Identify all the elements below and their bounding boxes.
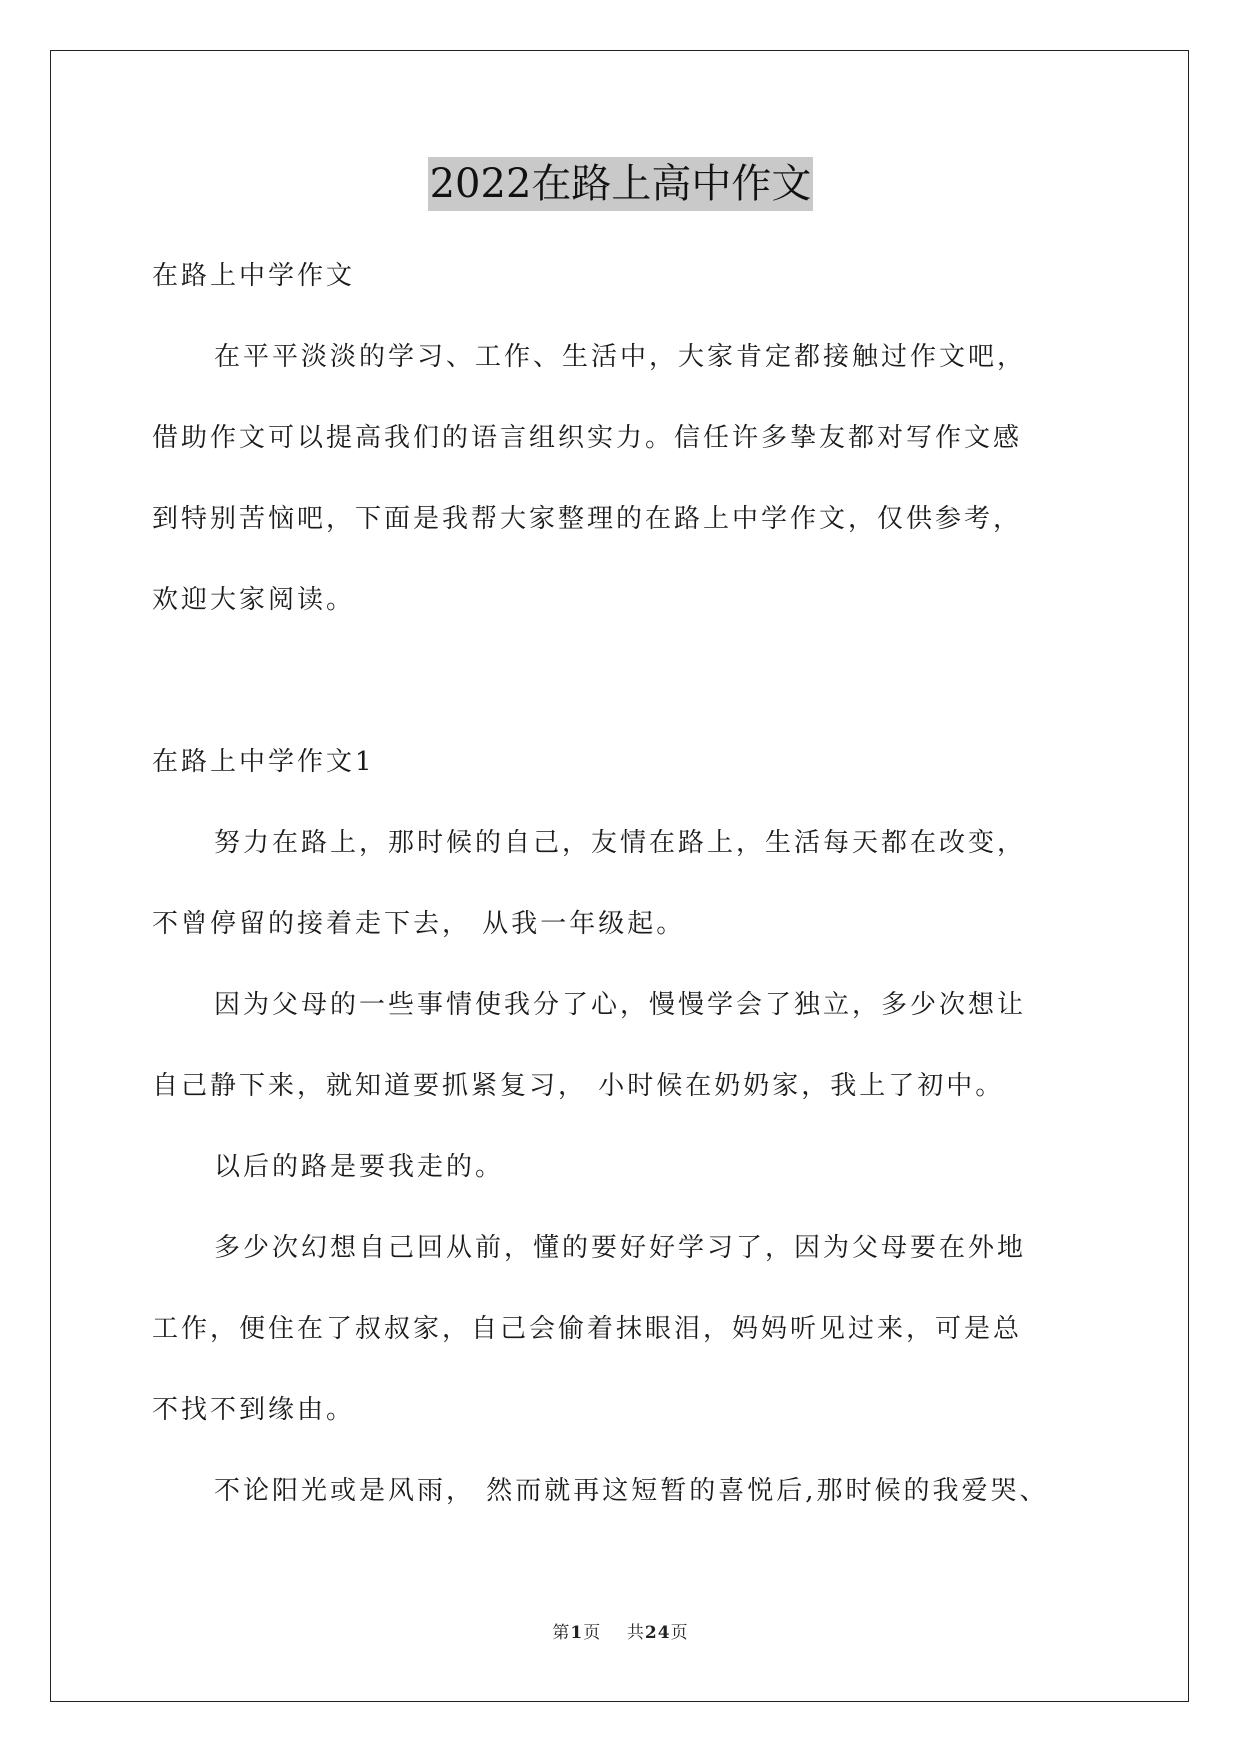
body-line: 多少次幻想自己回从前，懂的要好好学习了，因为父母要在外地 xyxy=(214,1233,1027,1263)
body-line: 以后的路是要我走的。 xyxy=(214,1152,505,1182)
document-title: 2022在路上高中作文 xyxy=(428,157,814,211)
body-line: 努力在路上，那时候的自己，友情在路上，生活每天都在改变， xyxy=(214,828,1027,858)
body-line: 工作，便住在了叔叔家，自己会偷着抹眼泪，妈妈听见过来，可是总 xyxy=(152,1314,1023,1344)
section-heading: 在路上中学作文1 xyxy=(152,747,375,777)
intro-line: 借助作文可以提高我们的语言组织实力。信任许多挚友都对写作文感 xyxy=(152,423,1023,453)
body-line: 因为父母的一些事情使我分了心，慢慢学会了独立，多少次想让 xyxy=(214,990,1027,1020)
intro-line: 欢迎大家阅读。 xyxy=(152,585,356,615)
total-prefix: 共 xyxy=(626,1623,645,1643)
total-unit: 页 xyxy=(670,1623,689,1643)
intro-line: 在平平淡淡的学习、工作、生活中，大家肯定都接触过作文吧， xyxy=(214,342,1027,372)
body-line: 不找不到缘由。 xyxy=(152,1395,356,1425)
page-total: 24 xyxy=(644,1623,671,1643)
body-line: 不曾停留的接着走下去， 从我一年级起。 xyxy=(152,909,686,939)
page-footer xyxy=(0,1618,1241,1643)
title-container xyxy=(0,157,1241,211)
paragraph-gap xyxy=(152,641,1092,722)
page-current: 1 xyxy=(570,1623,584,1643)
body-line: 不论阳光或是风雨， 然而就再这短暂的喜悦后,那时候的我爱哭、 xyxy=(214,1476,1049,1506)
page-unit: 页 xyxy=(583,1623,602,1643)
subtitle: 在路上中学作文 xyxy=(152,261,356,291)
document-body xyxy=(152,236,1092,1532)
body-line: 自己静下来，就知道要抓紧复习， 小时候在奶奶家，我上了初中。 xyxy=(152,1071,1005,1101)
page-prefix: 第 xyxy=(552,1623,571,1643)
intro-line: 到特别苦恼吧，下面是我帮大家整理的在路上中学作文，仅供参考， xyxy=(152,504,1023,534)
